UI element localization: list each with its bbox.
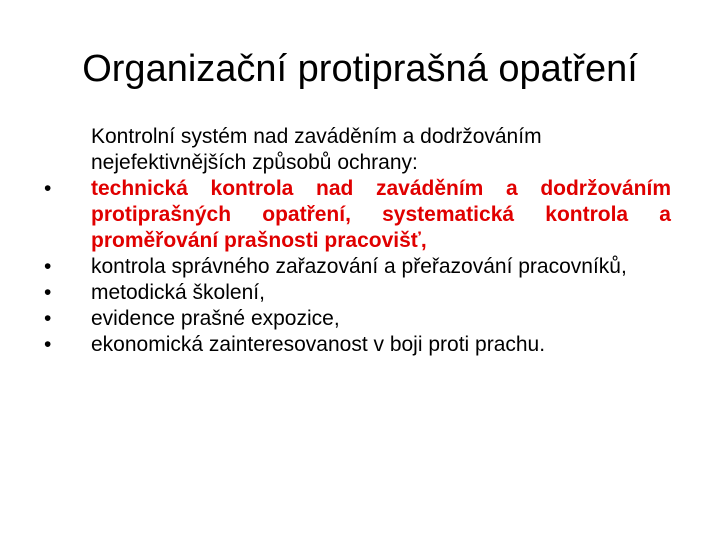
list-item-text: ekonomická zainteresovanost v boji proti prachu. [91, 333, 546, 356]
list-item [0, 280, 720, 306]
bullet-icon: • [44, 177, 52, 200]
intro-text: Kontrolní systém nad zaváděním a dodržováním nejefektivnějších způsobů ochrany: [91, 125, 542, 174]
list-item-text: metodická školení, [91, 281, 265, 304]
bullet-icon: • [44, 281, 52, 304]
list-item [0, 306, 720, 332]
slide-content [0, 124, 720, 358]
list-item-text: evidence prašné expozice, [91, 307, 340, 330]
list-item-text: kontrola správného zařazování a přeřazování pracovníků, [91, 255, 627, 278]
list-item-text: technická kontrola nad zaváděním a dodržováním protiprašných opatření, systematická kontrola a proměřování prašnosti pracovišť, [91, 177, 671, 252]
bullet-icon: • [44, 333, 52, 356]
list-item [0, 176, 720, 254]
bullet-icon: • [44, 255, 52, 278]
intro-paragraph [0, 124, 720, 176]
list-item [0, 254, 720, 280]
list-item [0, 332, 720, 358]
bullet-icon: • [44, 307, 52, 330]
slide-title: Organizační protiprašná opatření [82, 48, 638, 90]
